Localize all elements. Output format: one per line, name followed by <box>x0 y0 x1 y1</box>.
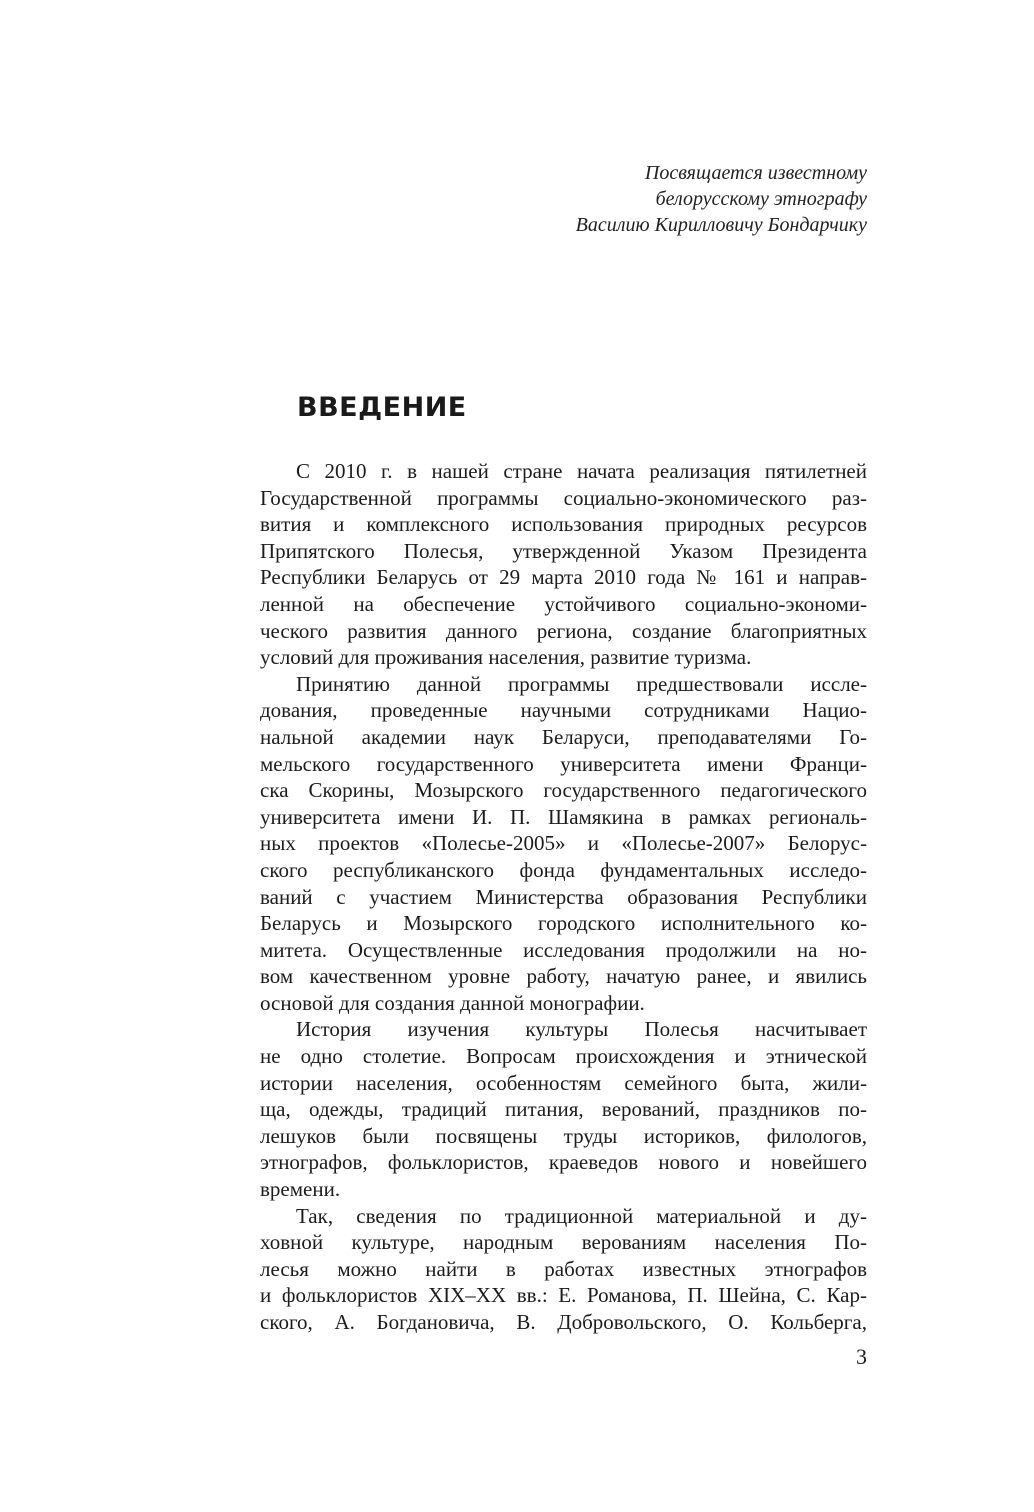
dedication-line: Посвящается известному <box>644 162 867 184</box>
text-line: ваний с участием Министерства образования Республики <box>260 884 867 909</box>
text-line: ского, А. Богдановича, В. Добровольского, О. Кольберга, <box>260 1310 867 1334</box>
paragraph-4 <box>260 1203 867 1336</box>
text-line: ща, одежды, традиций питания, верований, праздников по- <box>260 1097 867 1122</box>
text-line: Так, сведения по традиционной материальной и ду- <box>296 1203 867 1228</box>
text-line: лешуков были посвящены труды историков, филологов, <box>260 1123 867 1148</box>
text-line: ска Скорины, Мозырского государственного педагогического <box>260 778 867 803</box>
text-line: и фольклористов XIX–XX вв.: Е. Романова, П. Шейна, С. Кар- <box>260 1283 867 1308</box>
text-line: ленной на обеспечение устойчивого социально-экономи- <box>260 591 867 616</box>
text-line: Государственной программы социально-экономического раз- <box>260 485 867 510</box>
text-line: условий для проживания населения, развитие туризма. <box>260 645 752 670</box>
dedication <box>576 160 867 238</box>
text-line: ческого развития данного региона, создание благоприятных <box>260 618 867 643</box>
text-line: ского республиканского фонда фундаментальных исследо- <box>260 857 867 882</box>
text-line: Принятию данной программы предшествовали иссле- <box>296 671 867 696</box>
dedication-line: Василию Кирилловичу Бондарчику <box>575 214 867 236</box>
text-line: не одно столетие. Вопросам происхождения и этнической <box>260 1044 867 1069</box>
text-line: университета имени И. П. Шамякина в рамках региональ- <box>260 804 867 829</box>
section-heading: ВВЕДЕНИЕ <box>297 392 467 423</box>
text-line: С 2010 г. в нашей стране начата реализация пятилетней <box>296 459 867 483</box>
text-line: нальной академии наук Беларуси, преподавателями Го- <box>260 724 867 749</box>
text-line: времени. <box>260 1177 341 1202</box>
text-line: Припятского Полесья, утвержденной Указом Президента <box>260 538 867 563</box>
text-line: этнографов, фольклористов, краеведов нового и новейшего <box>260 1150 867 1175</box>
body-text <box>260 458 867 1336</box>
text-line: истории населения, особенностям семейного быта, жили- <box>260 1070 867 1095</box>
text-line: Республики Беларусь от 29 марта 2010 года № 161 и направ- <box>260 565 867 590</box>
text-line: вом качественном уровне работу, начатую ранее, и явились <box>260 964 867 989</box>
text-line: вития и комплексного использования природных ресурсов <box>260 512 867 537</box>
text-line: История изучения культуры Полесья насчитывает <box>296 1017 867 1042</box>
text-line: основой для создания данной монографии. <box>260 990 645 1015</box>
text-line: лесья можно найти в работах известных этнографов <box>260 1256 867 1281</box>
text-line: Беларусь и Мозырского городского исполнительного ко- <box>260 911 867 936</box>
text-line: мельского государственного университета имени Франци- <box>260 751 867 776</box>
paragraph-1 <box>260 458 867 671</box>
paragraph-2 <box>260 671 867 1017</box>
paragraph-3 <box>260 1016 867 1202</box>
text-line: ных проектов «Полесье-2005» и «Полесье-2007» Белорус- <box>260 831 867 856</box>
text-line: дования, проведенные научными сотрудниками Нацио- <box>260 698 867 723</box>
page-number: 3 <box>856 1344 867 1369</box>
dedication-line: белорусскому этнографу <box>655 188 867 210</box>
text-line: ховной культуре, народным верованиям населения По- <box>260 1230 867 1255</box>
text-line: митета. Осуществленные исследования продолжили на но- <box>260 937 867 962</box>
